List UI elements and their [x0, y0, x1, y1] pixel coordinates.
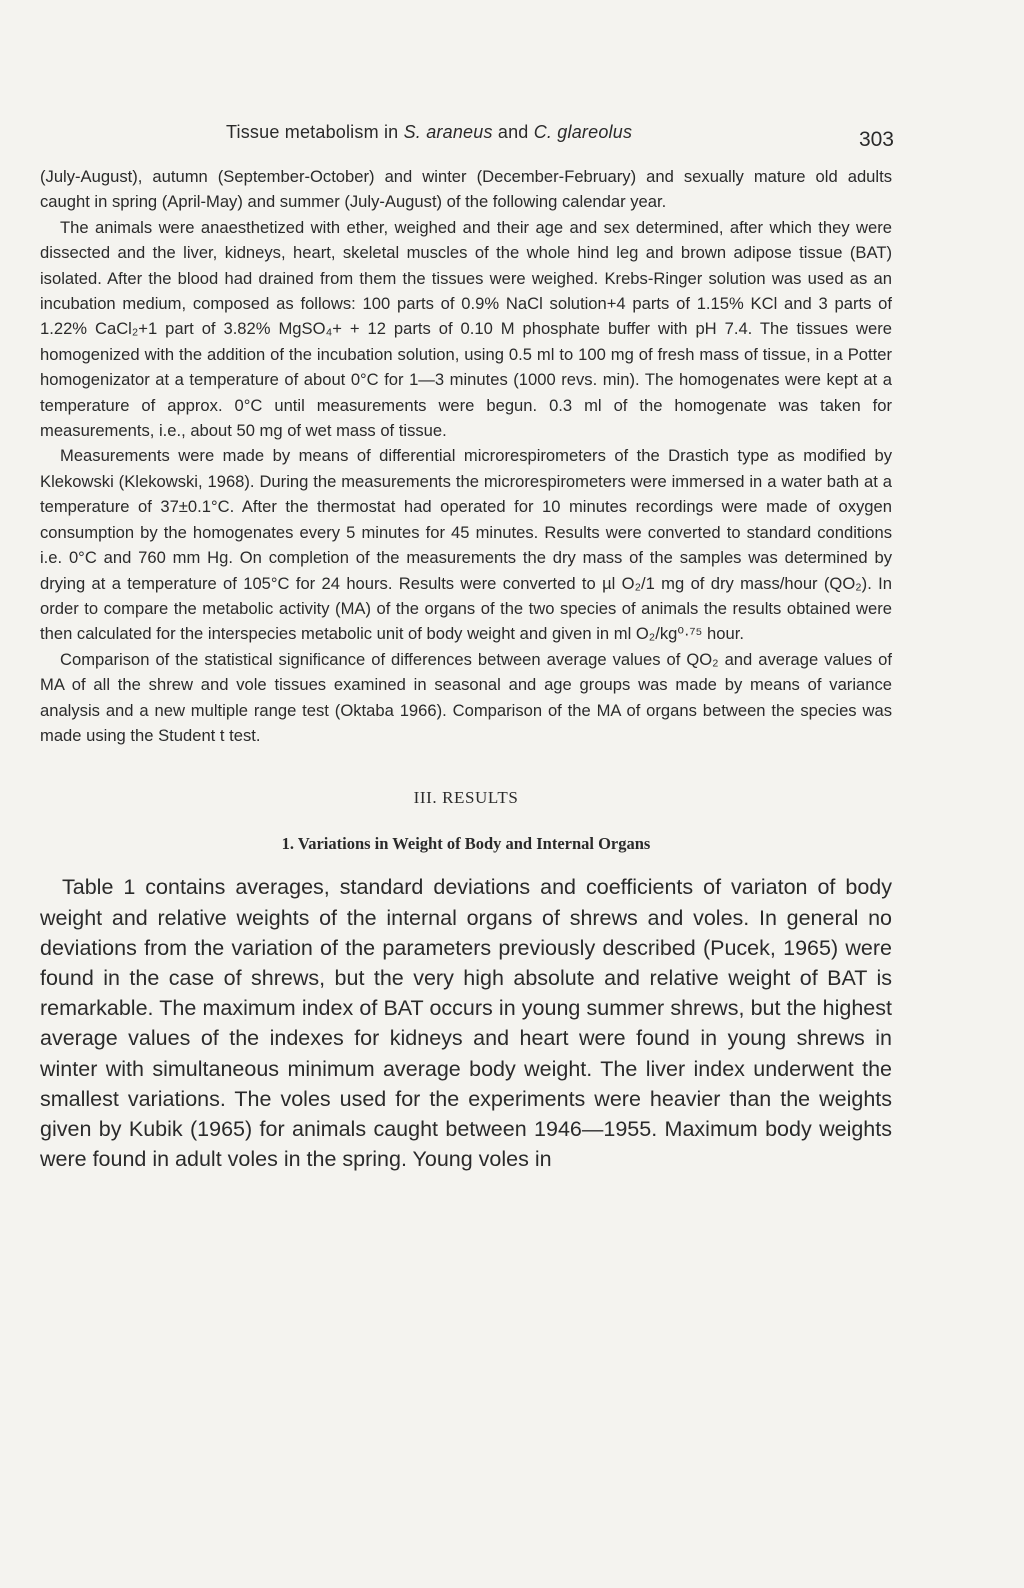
running-title-and: and [492, 122, 534, 142]
paragraph-measurements: Measurements were made by means of differential microrespirometers of the Drastich type as modified by Klekowski (Klekowski, 1968). During the measurements the microrespirometers were immersed in a water bath at a temperature of 37±0.1°C. After the thermostat had operated for 10 minutes recordings were made of oxygen consumption by the homogenates every 5 minutes for 45 minutes. Results were converted to standard conditions i.e. 0°C and 760 mm Hg. On completion of the measurements the dry mass of the samples was determined by drying at a temperature of 105°C for 24 hours. Results were converted to µl O₂/1 mg of dry mass/hour (QO₂). In order to compare the metabolic activity (MA) of the organs of the two species of animals the results obtained were then calculated for the interspecies metabolic unit of body weight and given in ml O₂/kg⁰·⁷⁵ hour. [40, 446, 892, 644]
paragraph-results-weights: Table 1 contains averages, standard deviations and coefficients of variaton of body weight and relative weights of the internal organs of shrews and voles. In general no deviations from the variation of the parameters previously described (Pucek, 1965) were found in the case of shrews, but the very high absolute and relative weight of BAT is remarkable. The maximum index of BAT occurs in young summer shrews, but the highest average values of the indexes for kidneys and heart were found in young shrews in winter with simultaneous minimum average body weight. The liver index underwent the smallest variations. The voles used for the experiments were heavier than the weights given by Kubik (1965) for animals caught between 1946—1955. Maximum body weights were found in adult voles in the spring. Young voles in [40, 875, 892, 1172]
running-title-prefix: Tissue metabolism in [226, 122, 404, 142]
running-head [40, 118, 892, 154]
page-number: 303 [858, 128, 894, 151]
journal-page [40, 118, 892, 1174]
methods-text [40, 164, 892, 748]
running-title [226, 122, 632, 143]
results-text [40, 872, 892, 1174]
section-heading-results: III. RESULTS [413, 788, 519, 808]
paragraph-statistics: Comparison of the statistical significance of differences between average values of QO₂ and average values of MA of all the shrew and vole tissues examined in seasonal and age groups was made by means of variance analysis and a new multiple range test (Oktaba 1966). Comparison of the MA of organs between the species was made using the Student t test. [40, 649, 892, 745]
paragraph-tissue-preparation: The animals were anaesthetized with ether, weighed and their age and sex determined, after which they were dissected and the liver, kidneys, heart, skeletal muscles of the whole hind leg and brown adipose tissue (BAT) isolated. After the blood had drained from them the tissues were weighed. Krebs-Ringer solution was used as an incubation medium, composed as follows: 100 parts of 0.9% NaCl solution+4 parts of 1.15% KCl and 3 parts of 1.22% CaCl₂+1 part of 3.82% MgSO₄+ + 12 parts of 0.10 M phosphate buffer with pH 7.4. The tissues were homogenized with the addition of the incubation solution, using 0.5 ml to 100 mg of fresh mass of tissue, in a Potter homogenizator at a temperature of about 0°C for 1—3 minutes (1000 revs. min). The homogenates were kept at a temperature of approx. 0°C until measurements were begun. 0.3 ml of the homogenate was taken for measurements, i.e., about 50 mg of wet mass of tissue. [40, 217, 892, 441]
subsection-heading-weights: 1. Variations in Weight of Body and Internal Organs [281, 834, 651, 854]
species-name-vole: C. glareolus [533, 122, 633, 142]
species-name-shrew: S. araneus [403, 122, 493, 142]
paragraph-age-groups: (July-August), autumn (September-October) and winter (December-February) and sexually mature old adults caught in spring (April-May) and summer (July-August) of the following calendar year. [40, 167, 892, 212]
